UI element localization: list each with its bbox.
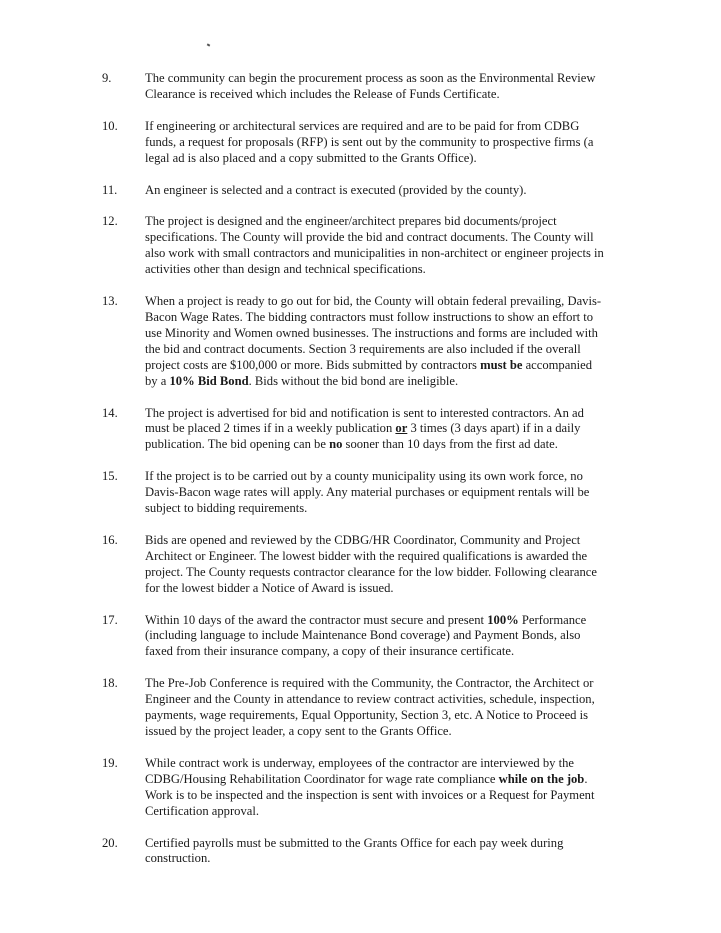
list-item — [0, 469, 721, 517]
item-text — [145, 406, 607, 454]
item-text — [145, 756, 607, 820]
list-item — [0, 214, 721, 278]
item-number: 11. — [102, 182, 118, 197]
text-segment: . Work is to be inspected and the inspection is sent with invoices or a Request for Payment Certification approval. — [145, 771, 595, 818]
item-number: 16. — [102, 532, 118, 547]
item-text — [145, 119, 607, 167]
item-number: 17. — [102, 612, 118, 627]
emphasis-text: must be — [480, 357, 523, 372]
item-text — [145, 676, 607, 740]
text-segment: When a project is ready to go out for bid, the County will obtain federal prevailing, Davis-Bacon Wage Rates. The bidding contractors must follow instructions to show an effort to use Minority and Women owned businesses. The instructions and forms are included with the bid and contract documents. Section 3 requirements are also included if the overall project costs are $100,000 or more. Bids submitted by contractors — [145, 294, 602, 372]
text-segment: The Pre-Job Conference is required with the Community, the Contractor, the Architect or Engineer and the County in attendance to review contract activities, schedule, inspection, payments, wage requirements, Equal Opportunity, Section 3, etc. A Notice to Proceed is issued by the project leader, a copy sent to the Grants Office. — [145, 676, 595, 738]
item-text — [145, 469, 607, 517]
item-text — [145, 836, 607, 868]
numbered-list — [0, 71, 721, 883]
item-number: 9. — [102, 71, 112, 85]
item-number: 18. — [102, 676, 118, 691]
text-segment: If engineering or architectural services are required and are to be paid for from CDBG funds, a request for proposals (RFP) is sent out by the community to prospective firms (a legal ad is also placed and a copy submitted to the Grants Office). — [145, 118, 594, 165]
text-segment: Within 10 days of the award the contractor must secure and present — [145, 612, 488, 627]
list-item — [0, 294, 721, 389]
emphasis-text: 10% Bid Bond — [169, 373, 249, 388]
text-segment: 3 times (3 days apart) if in a daily publication. The bid opening can be — [145, 421, 581, 452]
item-number: 14. — [102, 405, 118, 420]
underlined-emphasis-text: or — [395, 421, 408, 436]
text-segment: Bids are opened and reviewed by the CDBG/HR Coordinator, Community and Project Architect or Engineer. The lowest bidder with the required qualifications is awarded the project. The County requests contractor clearance for the low bidder. Following clearance for the lowest bidder a Notice of Award is issued. — [145, 532, 597, 595]
item-text — [145, 533, 607, 597]
item-number: 12. — [102, 214, 118, 229]
item-number: 20. — [102, 835, 118, 850]
emphasis-text: while on the job — [498, 771, 585, 786]
text-segment: While contract work is underway, employees of the contractor are interviewed by the CDBG/Housing Rehabilitation Coordinator for wage rate compliance — [145, 755, 574, 786]
item-number: 19. — [102, 755, 118, 770]
emphasis-text: 100% — [487, 612, 519, 627]
item-number: 10. — [102, 118, 118, 133]
text-segment: Certified payrolls must be submitted to the Grants Office for each pay week during construction. — [145, 835, 564, 866]
list-item — [0, 613, 721, 661]
text-segment: accompanied by a — [145, 357, 593, 388]
item-text — [145, 613, 607, 661]
list-item — [0, 119, 721, 167]
emphasis-text: no — [329, 437, 343, 452]
item-text — [145, 183, 607, 199]
text-segment: The project is advertised for bid and notification is sent to interested contractors. An ad must be placed 2 times if in a weekly publication — [145, 405, 584, 436]
list-item — [0, 756, 721, 820]
item-text — [145, 214, 607, 278]
list-item — [0, 71, 721, 103]
text-segment: The community can begin the procurement process as soon as the Environmental Review Clearance is received which includes the Release of Funds Certificate. — [145, 71, 596, 101]
item-text — [145, 71, 607, 103]
text-segment: Performance (including language to include Maintenance Bond coverage) and Payment Bonds, also faxed from their insurance company, a copy of their insurance certificate. — [145, 612, 587, 659]
scan-speck — [207, 43, 211, 46]
list-item — [0, 533, 721, 597]
list-item — [0, 676, 721, 740]
text-segment: . Bids without the bid bond are ineligible. — [248, 373, 459, 388]
list-item — [0, 836, 721, 868]
item-number: 13. — [102, 294, 118, 309]
item-number: 15. — [102, 469, 118, 484]
text-segment: If the project is to be carried out by a county municipality using its own work force, no Davis-Bacon wage rates will apply. Any material purchases or equipment rentals will be subject to bidding requirements. — [145, 469, 590, 516]
list-item — [0, 406, 721, 454]
text-segment: The project is designed and the engineer/architect prepares bid documents/project specifications. The County will provide the bid and contract documents. The County will also work with small contractors and municipalities in non-architect or engineer projects in activities other than design and technical specifications. — [145, 214, 604, 277]
text-segment: sooner than 10 days from the first ad date. — [342, 437, 558, 452]
list-item — [0, 183, 721, 199]
text-segment: An engineer is selected and a contract is executed (provided by the county). — [145, 182, 527, 197]
item-text — [145, 294, 607, 389]
